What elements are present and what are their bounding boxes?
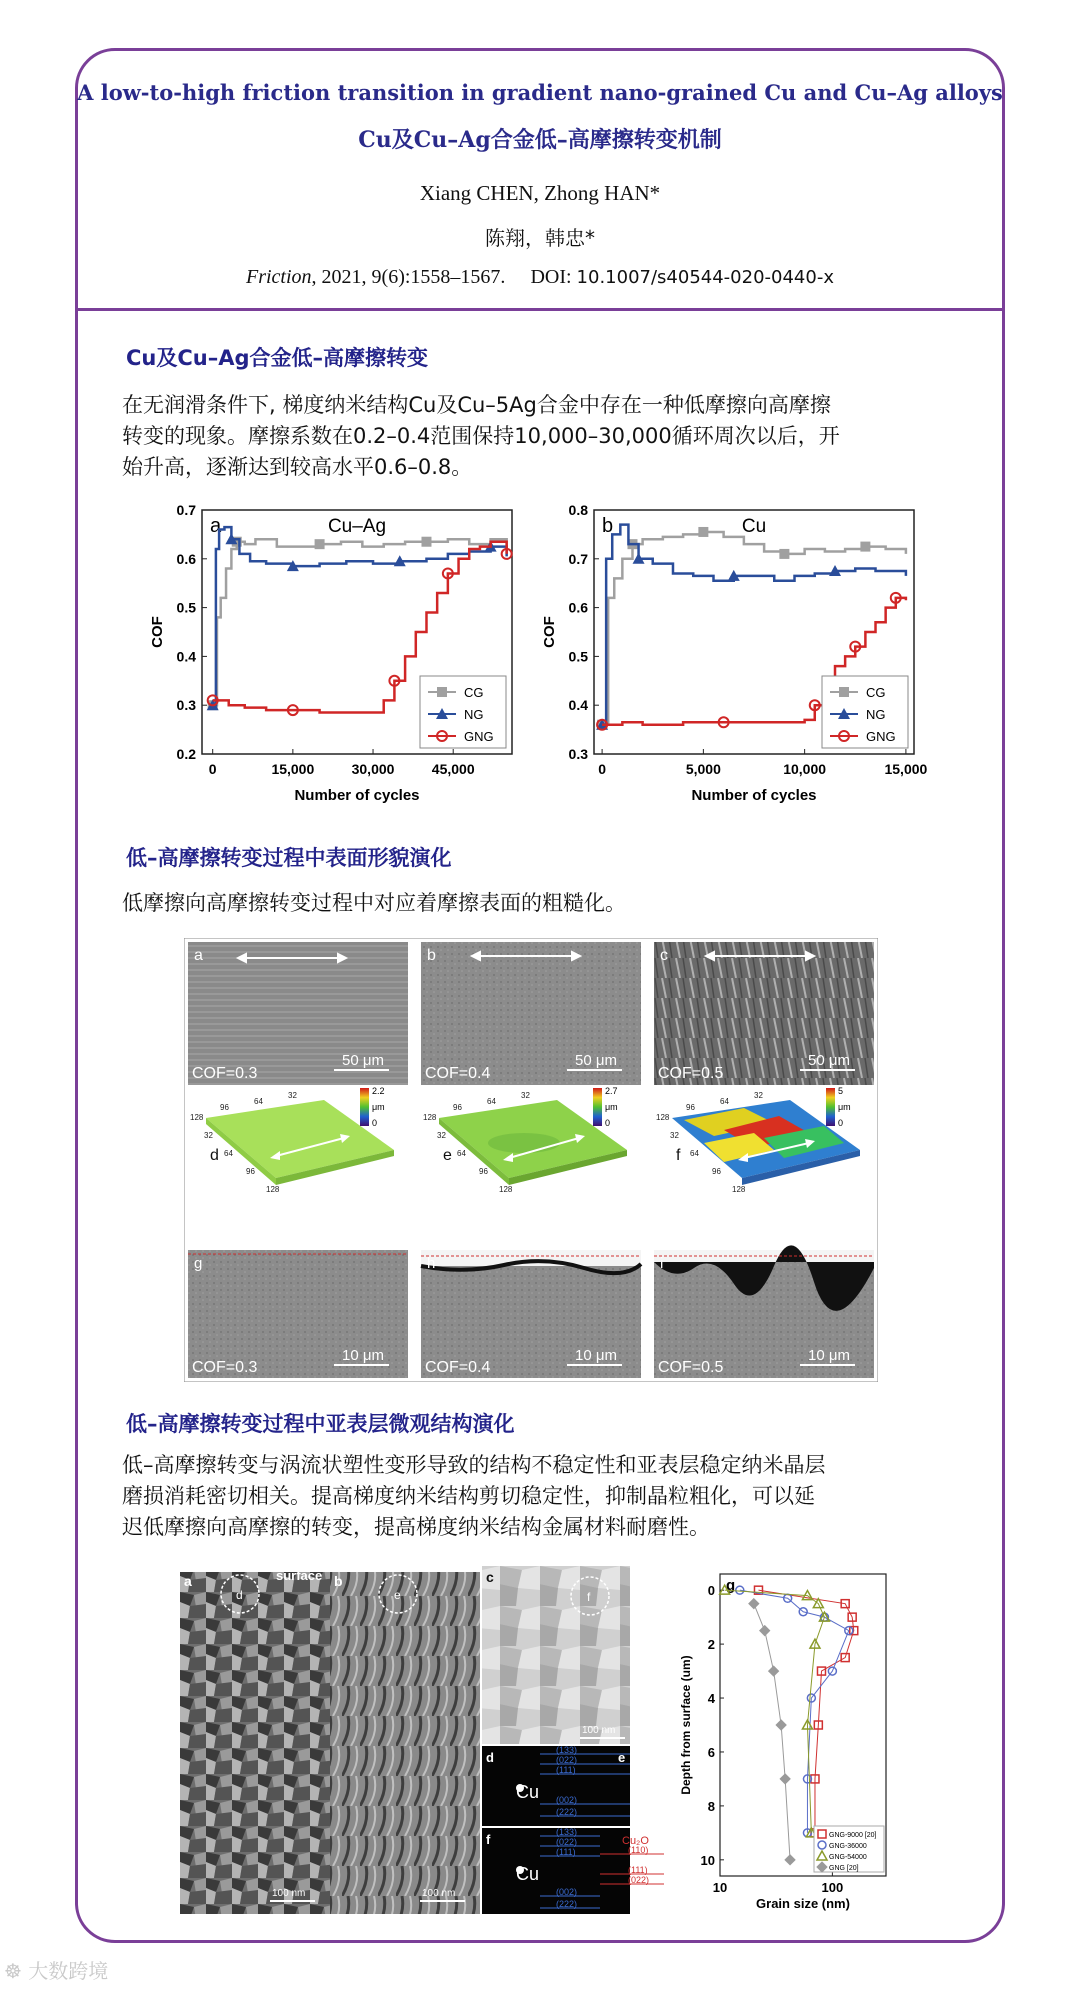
scale-max-f: 5 xyxy=(838,1086,844,1096)
y-tick-label: 0.3 xyxy=(176,697,196,714)
x-tick-label: 10,000 xyxy=(783,761,827,777)
x-tick-label: 0 xyxy=(208,761,217,777)
section1-line-3: 始升高，逐渐达到较高水平0.6–0.8。 xyxy=(122,455,473,479)
citation-details: , 2021, 9(6):1558–1567. xyxy=(311,266,506,288)
paper-title-en: A low-to-high friction transition in gradient nano-grained Cu and Cu–Ag alloys xyxy=(77,80,1003,105)
scale-unit-f: μm xyxy=(838,1102,851,1112)
x-tick-label: 0 xyxy=(598,761,606,777)
ring-index: (222) xyxy=(556,1899,578,1909)
axis-tick: 64 xyxy=(457,1149,466,1158)
grain-size-depth-chart xyxy=(672,1566,894,1914)
header-divider xyxy=(75,308,1005,311)
y-tick-label: 0.6 xyxy=(176,550,196,567)
scale-unit-e: μm xyxy=(605,1102,618,1112)
surface-morphology-figure xyxy=(184,938,878,1382)
panel-label: a xyxy=(210,515,222,537)
tem-scale-b: 100 nm xyxy=(422,1888,456,1899)
legend-label: CG xyxy=(464,685,484,700)
citation xyxy=(75,266,1005,289)
tem-letter-b: b xyxy=(334,1573,343,1589)
ring-index: (133) xyxy=(556,1827,578,1837)
axis-tick: 32 xyxy=(437,1131,446,1140)
panel-letter-c: c xyxy=(660,947,668,964)
cof-label-c: COF=0.5 xyxy=(658,1065,724,1082)
saed-letter-d: d xyxy=(486,1750,494,1765)
panel-letter-d: d xyxy=(210,1147,219,1164)
doi-label: DOI: xyxy=(530,266,572,288)
x-tick-label: 15,000 xyxy=(884,761,928,777)
legend-label: GNG xyxy=(866,729,896,744)
section1-heading: Cu及Cu–Ag合金低–高摩擦转变 xyxy=(126,346,429,370)
axis-tick: 96 xyxy=(246,1167,255,1176)
tem-letter-a: a xyxy=(184,1573,192,1589)
data-point-cg xyxy=(421,537,431,547)
ring-index: (111) xyxy=(556,1847,576,1857)
ring-index: (133) xyxy=(556,1745,578,1755)
panel-letter-b: b xyxy=(427,947,436,964)
x-tick-label: 5,000 xyxy=(685,761,721,777)
scale-bar-i: 10 μm xyxy=(808,1347,850,1364)
ring-index-cu2o: (110) xyxy=(628,1845,649,1855)
legend-label: GNG-54000 xyxy=(829,1854,867,1861)
scale-min-e: 0 xyxy=(605,1118,611,1128)
y-tick-label: 10 xyxy=(700,1852,715,1868)
axis-tick: 96 xyxy=(686,1103,695,1112)
saed-letter-e: e xyxy=(618,1750,626,1765)
section2-heading: 低–高摩擦转变过程中表面形貌演化 xyxy=(126,846,452,870)
paper-title-cn: Cu及Cu–Ag合金低–高摩擦转变机制 xyxy=(358,127,722,153)
data-point-cg xyxy=(698,527,708,537)
axis-tick: 64 xyxy=(690,1149,699,1158)
legend-label: NG xyxy=(464,707,484,722)
y-axis-label: COF xyxy=(149,616,166,648)
data-point-cg xyxy=(860,542,870,552)
cof-chart-cu-ag xyxy=(140,498,530,820)
cof-chart-cu xyxy=(532,498,932,820)
axis-tick: 128 xyxy=(656,1113,670,1122)
x-axis-label: Number of cycles xyxy=(691,787,817,804)
axis-tick: 32 xyxy=(204,1131,213,1140)
axis-tick: 128 xyxy=(732,1185,746,1194)
ring-index-cu2o: (022) xyxy=(628,1875,650,1885)
section1-line-1: 在无润滑条件下, 梯度纳米结构Cu及Cu–5Ag合金中存在一种低摩擦向高摩擦 xyxy=(122,393,831,417)
panel-letter-i: i xyxy=(660,1255,664,1272)
cof-label-a: COF=0.3 xyxy=(192,1065,258,1082)
ring-index-cu2o: (111) xyxy=(628,1865,648,1875)
watermark-logo-icon: ☸ xyxy=(4,1959,22,1983)
axis-tick: 96 xyxy=(220,1103,229,1112)
x-axis-label: Number of cycles xyxy=(294,787,420,804)
authors-en: Xiang CHEN, Zhong HAN* xyxy=(419,181,661,205)
saed-cu-label-d: Cu xyxy=(516,1782,540,1802)
ring-index: (022) xyxy=(556,1837,578,1847)
scale-max-d: 2.2 xyxy=(372,1086,385,1096)
y-tick-label: 0.8 xyxy=(568,502,588,518)
x-tick-label: 30,000 xyxy=(351,761,395,777)
legend-label: GNG [20] xyxy=(829,1865,859,1872)
data-point-cg xyxy=(779,549,789,559)
section1-paragraph xyxy=(122,390,982,483)
circle-label-f: f xyxy=(587,1590,591,1604)
doi[interactable]: 10.1007/s40544-020-0440-x xyxy=(576,267,834,288)
scale-min-d: 0 xyxy=(372,1118,378,1128)
cu2o-label: Cu₂O xyxy=(622,1835,649,1847)
saed-letter-f: f xyxy=(486,1832,491,1847)
y-tick-label: 0.2 xyxy=(176,746,196,762)
axis-tick: 32 xyxy=(754,1091,763,1100)
surface-label: surface xyxy=(276,1568,323,1583)
axis-tick: 64 xyxy=(487,1097,496,1106)
axis-tick: 64 xyxy=(254,1097,263,1106)
y-axis-label: Depth from surface (um) xyxy=(679,1655,693,1795)
axis-tick: 96 xyxy=(453,1103,462,1112)
panel-letter-a: a xyxy=(194,947,203,964)
panel-label: g xyxy=(726,1577,736,1594)
axis-tick: 64 xyxy=(224,1149,233,1158)
cof-label-b: COF=0.4 xyxy=(425,1065,491,1082)
y-tick-label: 0.4 xyxy=(176,648,196,665)
cof-label-h: COF=0.4 xyxy=(425,1359,491,1376)
legend-marker xyxy=(437,687,447,697)
chart-title: Cu–Ag xyxy=(327,516,387,537)
ring-index: (022) xyxy=(556,1755,578,1765)
y-tick-label: 0 xyxy=(707,1583,715,1599)
y-tick-label: 2 xyxy=(707,1637,715,1653)
scale-min-f: 0 xyxy=(838,1118,844,1128)
scale-bar-c: 50 μm xyxy=(808,1052,850,1069)
cof-label-g: COF=0.3 xyxy=(192,1359,258,1376)
tem-scale-a: 100 nm xyxy=(272,1888,306,1899)
scale-bar-b: 50 μm xyxy=(575,1052,617,1069)
y-tick-label: 4 xyxy=(707,1691,715,1707)
y-tick-label: 0.4 xyxy=(568,697,588,714)
section3-heading: 低–高摩擦转变过程中亚表层微观结构演化 xyxy=(126,1412,515,1436)
scale-unit-d: μm xyxy=(372,1102,385,1112)
journal-name: Friction xyxy=(246,266,312,288)
axis-tick: 64 xyxy=(720,1097,729,1106)
saed-cu-label-f: Cu xyxy=(516,1864,540,1884)
tem-panel-a xyxy=(180,1572,330,1914)
watermark xyxy=(4,1955,108,1984)
ring-index: (002) xyxy=(556,1795,578,1805)
axis-tick: 96 xyxy=(479,1167,488,1176)
chart-title: Cu xyxy=(741,516,767,537)
legend-label: GNG-36000 xyxy=(829,1843,867,1850)
axis-tick: 128 xyxy=(499,1185,513,1194)
panel-letter-f: f xyxy=(676,1147,681,1164)
legend-label: CG xyxy=(866,685,886,700)
panel-label: b xyxy=(602,515,614,537)
axis-tick: 32 xyxy=(521,1091,530,1100)
section2-line-1: 低摩擦向高摩擦转变过程中对应着摩擦表面的粗糙化。 xyxy=(122,891,626,915)
data-point-cg xyxy=(315,539,325,549)
ring-index: (111) xyxy=(556,1765,576,1775)
x-tick-label: 15,000 xyxy=(271,761,315,777)
authors-cn: 陈翔，韩忠* xyxy=(485,226,595,250)
y-tick-label: 0.7 xyxy=(568,550,588,567)
tem-panel-c xyxy=(482,1566,630,1744)
y-axis-label: COF xyxy=(541,616,558,648)
section3-line-1: 低–高摩擦转变与涡流状塑性变形导致的结构不稳定性和亚表层稳定纳米晶层 xyxy=(122,1453,826,1477)
scale-bar-a: 50 μm xyxy=(342,1052,384,1069)
legend-label: NG xyxy=(866,707,886,722)
section3-line-2: 磨损消耗密切相关。提高梯度纳米结构剪切稳定性，抑制晶粒粗化，可以延 xyxy=(122,1484,815,1508)
circle-label-e: e xyxy=(394,1588,401,1602)
watermark-text: 大数跨境 xyxy=(28,1959,109,1983)
y-tick-label: 0.6 xyxy=(568,599,588,616)
x-axis-label: Grain size (nm) xyxy=(756,1896,850,1911)
axis-tick: 128 xyxy=(423,1113,437,1122)
x-tick-label: 10 xyxy=(712,1880,728,1895)
y-tick-label: 0.7 xyxy=(176,502,196,518)
y-tick-label: 8 xyxy=(707,1798,715,1814)
ring-index: (002) xyxy=(556,1887,578,1897)
scale-max-e: 2.7 xyxy=(605,1086,618,1096)
axis-tick: 32 xyxy=(288,1091,297,1100)
y-tick-label: 0.3 xyxy=(568,746,588,762)
tem-letter-c: c xyxy=(486,1569,494,1585)
axis-tick: 128 xyxy=(190,1113,204,1122)
tem-figure xyxy=(180,1566,665,1914)
section3-line-3: 迟低摩擦向高摩擦的转变，提高梯度纳米结构金属材料耐磨性。 xyxy=(122,1515,710,1539)
axis-tick: 96 xyxy=(712,1167,721,1176)
tem-panel-b xyxy=(330,1572,480,1914)
panel-letter-h: h xyxy=(427,1255,436,1272)
legend-marker xyxy=(839,687,849,697)
cof-label-i: COF=0.5 xyxy=(658,1359,724,1376)
scale-bar-h: 10 μm xyxy=(575,1347,617,1364)
y-tick-label: 0.5 xyxy=(176,599,196,616)
legend-label: GNG-9000 [20] xyxy=(829,1832,877,1839)
axis-tick: 32 xyxy=(670,1131,679,1140)
panel-letter-g: g xyxy=(194,1255,203,1272)
axis-tick: 128 xyxy=(266,1185,280,1194)
circle-label-d: d xyxy=(236,1588,243,1602)
ring-index: (222) xyxy=(556,1807,578,1817)
y-tick-label: 0.5 xyxy=(568,648,588,665)
x-tick-label: 45,000 xyxy=(431,761,475,777)
legend-label: GNG xyxy=(464,729,494,744)
panel-letter-e: e xyxy=(443,1147,452,1164)
y-tick-label: 6 xyxy=(707,1744,715,1760)
scale-bar-g: 10 μm xyxy=(342,1347,384,1364)
section1-line-2: 转变的现象。摩擦系数在0.2–0.4范围保持10,000–30,000循环周次以后，开 xyxy=(122,424,840,448)
section2-paragraph xyxy=(122,888,982,919)
x-tick-label: 100 xyxy=(821,1880,844,1895)
tem-scale-c: 100 nm xyxy=(582,1725,616,1736)
section3-paragraph xyxy=(122,1450,982,1543)
